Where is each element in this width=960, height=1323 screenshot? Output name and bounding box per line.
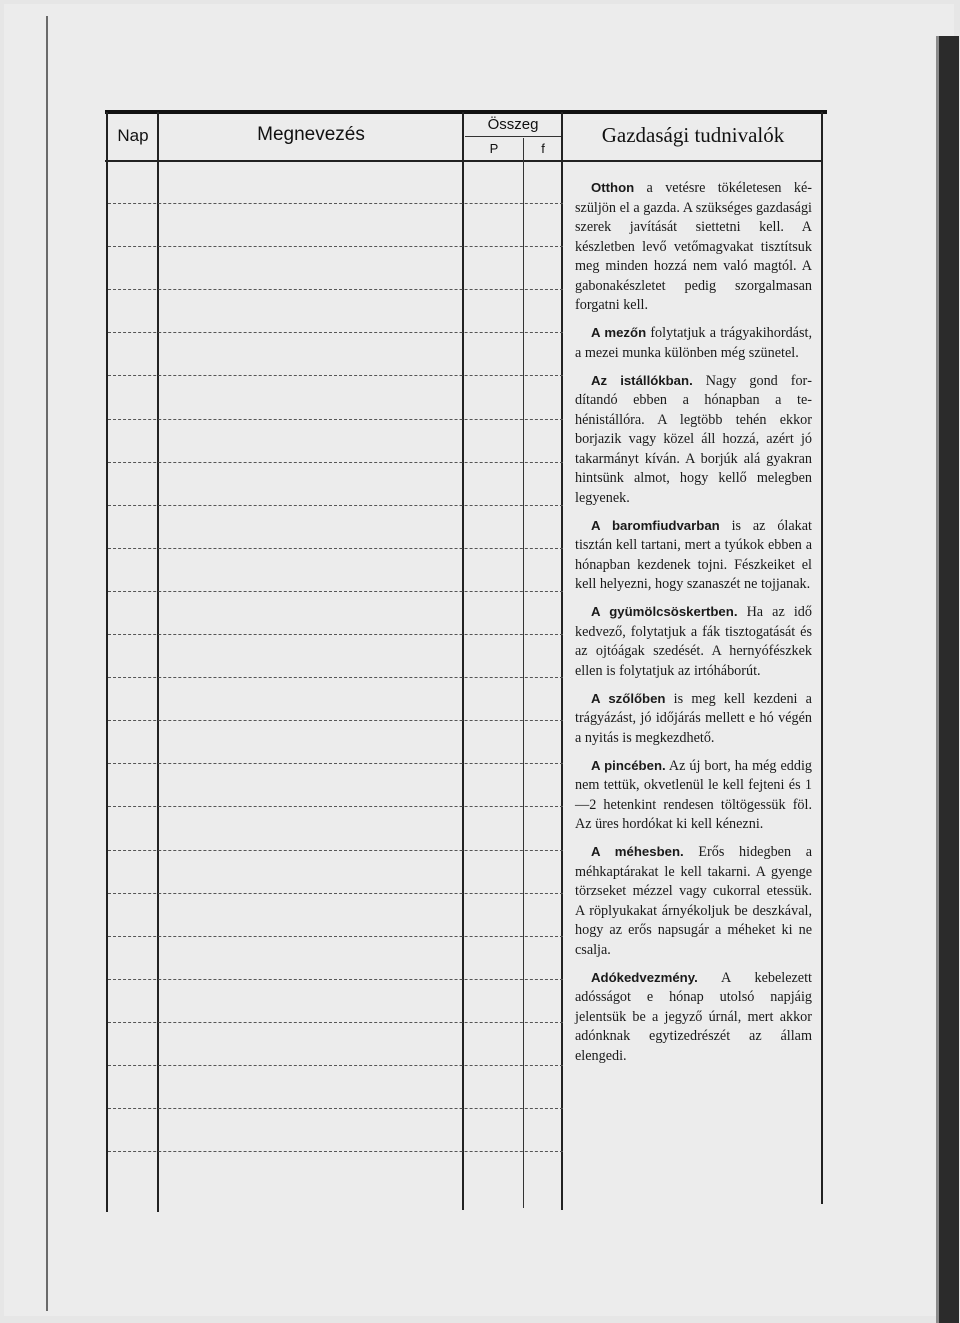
note-lead: A baromfiudvarban: [591, 517, 720, 533]
table-row: [108, 289, 563, 290]
table-top-rule: [105, 110, 827, 114]
table-row: [108, 893, 563, 894]
note-text: folytatjuk a trágyakihordást, a mezei munka különben még szünetel.: [575, 325, 812, 361]
note-paragraph: [575, 516, 812, 595]
table-row: [108, 1151, 563, 1152]
notes-column: [575, 178, 812, 1074]
header-megnevezes: Megnevezés: [257, 124, 365, 145]
page-left-edge: [46, 16, 48, 1311]
note-lead: A pincében.: [591, 757, 666, 773]
note-lead: A mezőn: [591, 325, 647, 340]
table-row: [108, 246, 563, 247]
table-row: [108, 203, 563, 204]
header-pengo: P: [489, 141, 499, 156]
column-border-f: [561, 112, 563, 1210]
note-text: Az új bort, ha még eddig nem tettük, okvetlenül le kell fejteni és 1—2 hetenkint rendesen töltögessük föl. Az üres hordókat ki kell kénezni.: [575, 757, 812, 832]
table-row: [108, 462, 563, 463]
note-text: Nagy gond fordítandó ebben a hónapban a tehénistállóra. A legtöbb tehén ekkor borjazik vagy közel áll hozzá, azért jó takarmányt kíván. A borjúk alá gyakran hintsünk almot, hogy kellő melegben legyenek.: [575, 372, 812, 506]
note-paragraph: [575, 968, 812, 1067]
table-row: [108, 720, 563, 721]
table-row: [108, 505, 563, 506]
note-paragraph: [575, 323, 812, 363]
column-border-right: [821, 112, 823, 1204]
table-row: [108, 1022, 563, 1023]
note-paragraph: [575, 842, 812, 960]
note-text: Erős hidegben a méhkaptárakat le kell takarni. A gyenge törzseket mézzel vagy cukorral etessük. A röplyukakat árnyékoljuk be deszkával, hogy az erős napsugár a méheket ki ne csalja.: [575, 844, 813, 958]
header-filler: f: [541, 141, 545, 156]
table-row: [108, 806, 563, 807]
table-row: [108, 591, 563, 592]
note-lead: A gyümölcsöskertben.: [591, 604, 738, 619]
note-lead: A szőlőben: [591, 690, 666, 706]
table-row: [108, 375, 563, 376]
header-osszeg: Összeg: [487, 116, 539, 133]
note-lead: A méhesben.: [591, 844, 684, 859]
note-paragraph: [575, 178, 812, 316]
table-row: [108, 979, 563, 980]
table-row: [108, 548, 563, 549]
note-paragraph: [575, 689, 812, 749]
column-border-left: [106, 112, 108, 1212]
table-row: [108, 1065, 563, 1066]
table-row: [108, 763, 563, 764]
note-text: A kebelezett adósságot e hónap utolsó napjáig jelentsük be a jegyző úrnál, mert akkor adónknak egytizedrészét az állam elengedi.: [575, 969, 812, 1064]
note-text: is az ólakat tisztán kell tartani, mert a tyúkok ebben a hónapban kezdenek tojni. Fészkeiket el kell helyezni, hogy szanaszét ne tojjanak.: [575, 517, 812, 592]
binding-edge: [939, 36, 959, 1323]
table-row: [108, 936, 563, 937]
table-row: [108, 1108, 563, 1109]
note-text: Ha az idő kedvező, folytatjuk a fák tisztogatását és az ojtóágak szedését. A hernyófészkek ellen is folytatjuk az irtóháborút.: [575, 604, 812, 679]
table-row: [108, 419, 563, 420]
note-text: is meg kell kezdeni a trágyázást, jó időjárás mellett e hó végén a nyitás is megkezdhető.: [575, 690, 812, 746]
osszeg-subheader-rule: [465, 136, 561, 137]
column-border-p: [523, 138, 524, 1208]
header-gazdasagi-tudnivalok: Gazdasági tudnivalók: [601, 123, 785, 147]
note-paragraph: [575, 756, 812, 835]
note-lead: Otthon: [591, 180, 635, 195]
note-paragraph: [575, 602, 812, 681]
table-row: [108, 850, 563, 851]
table-row: [108, 677, 563, 678]
note-lead: Adókedvezmény.: [591, 969, 698, 985]
note-text: a vetésre tökéletesen készüljön el a gazda. A szükséges gazdasági szerek javítását siettetni kell. A készletben levő vetőmagvakat tisztítsuk meg minden hozzá nem való magtól. A gabonakészletet pedig szorgalmasan forgatni kell.: [575, 180, 812, 313]
note-paragraph: [575, 371, 812, 509]
column-border-megnevezes: [462, 112, 464, 1210]
table-row: [108, 634, 563, 635]
column-border-nap: [157, 112, 159, 1212]
note-lead: Az istállókban.: [591, 372, 693, 388]
table-row: [108, 332, 563, 333]
header-nap: Nap: [117, 126, 149, 145]
